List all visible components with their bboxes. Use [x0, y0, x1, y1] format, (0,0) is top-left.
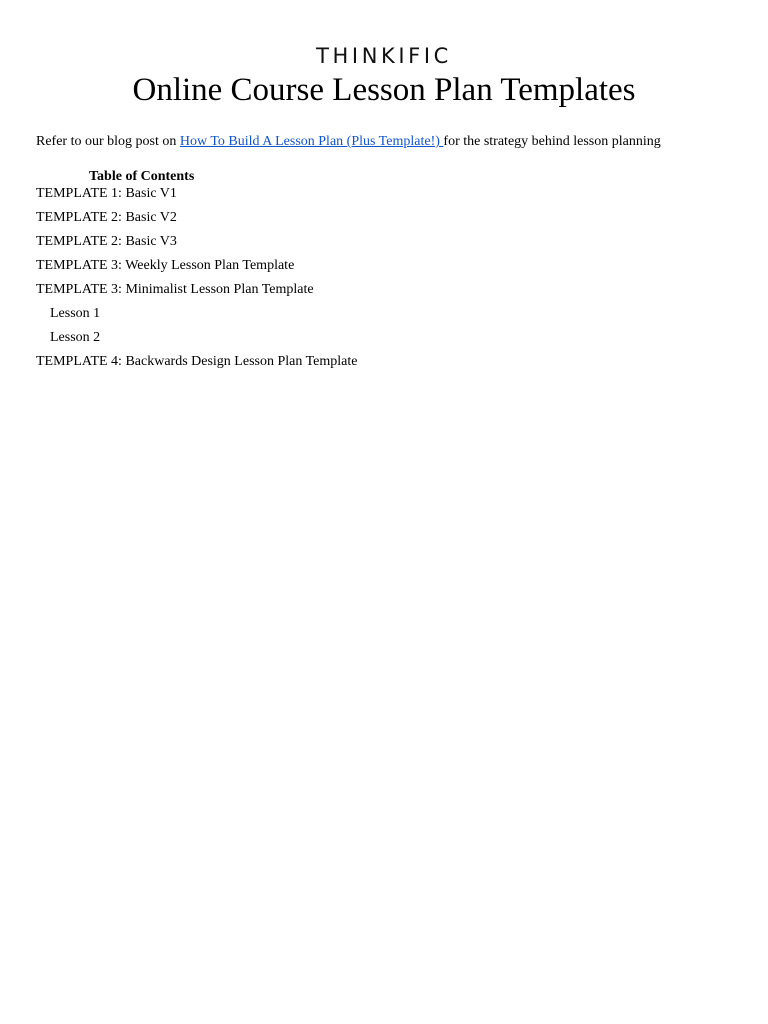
intro-paragraph [36, 133, 736, 151]
blog-post-link[interactable]: How To Build A Lesson Plan (Plus Template!) [179, 134, 444, 149]
toc-item-template-3-minimalist[interactable]: TEMPLATE 3: Minimalist Lesson Plan Template [36, 282, 314, 297]
toc-item-lesson-1[interactable]: Lesson 1 [50, 306, 101, 321]
page-title: Online Course Lesson Plan Templates [132, 72, 636, 108]
toc-item-template-2-basic-v3[interactable]: TEMPLATE 2: Basic V3 [36, 234, 177, 249]
toc-item-template-4-backwards-design[interactable]: TEMPLATE 4: Backwards Design Lesson Plan Template [36, 354, 358, 369]
toc-item-template-1-basic-v1[interactable]: TEMPLATE 1: Basic V1 [36, 186, 177, 201]
intro-prefix: Refer to our blog post on [36, 134, 180, 149]
toc-item-lesson-2[interactable]: Lesson 2 [50, 330, 101, 345]
thinkific-logo: THINKIFIC [316, 44, 452, 68]
toc-item-template-2-basic-v2[interactable]: TEMPLATE 2: Basic V2 [36, 210, 177, 225]
toc-item-template-3-weekly[interactable]: TEMPLATE 3: Weekly Lesson Plan Template [36, 258, 295, 273]
toc-heading: Table of Contents [89, 169, 195, 184]
table-of-contents [36, 185, 358, 377]
intro-suffix: for the strategy behind lesson planning [443, 134, 661, 149]
